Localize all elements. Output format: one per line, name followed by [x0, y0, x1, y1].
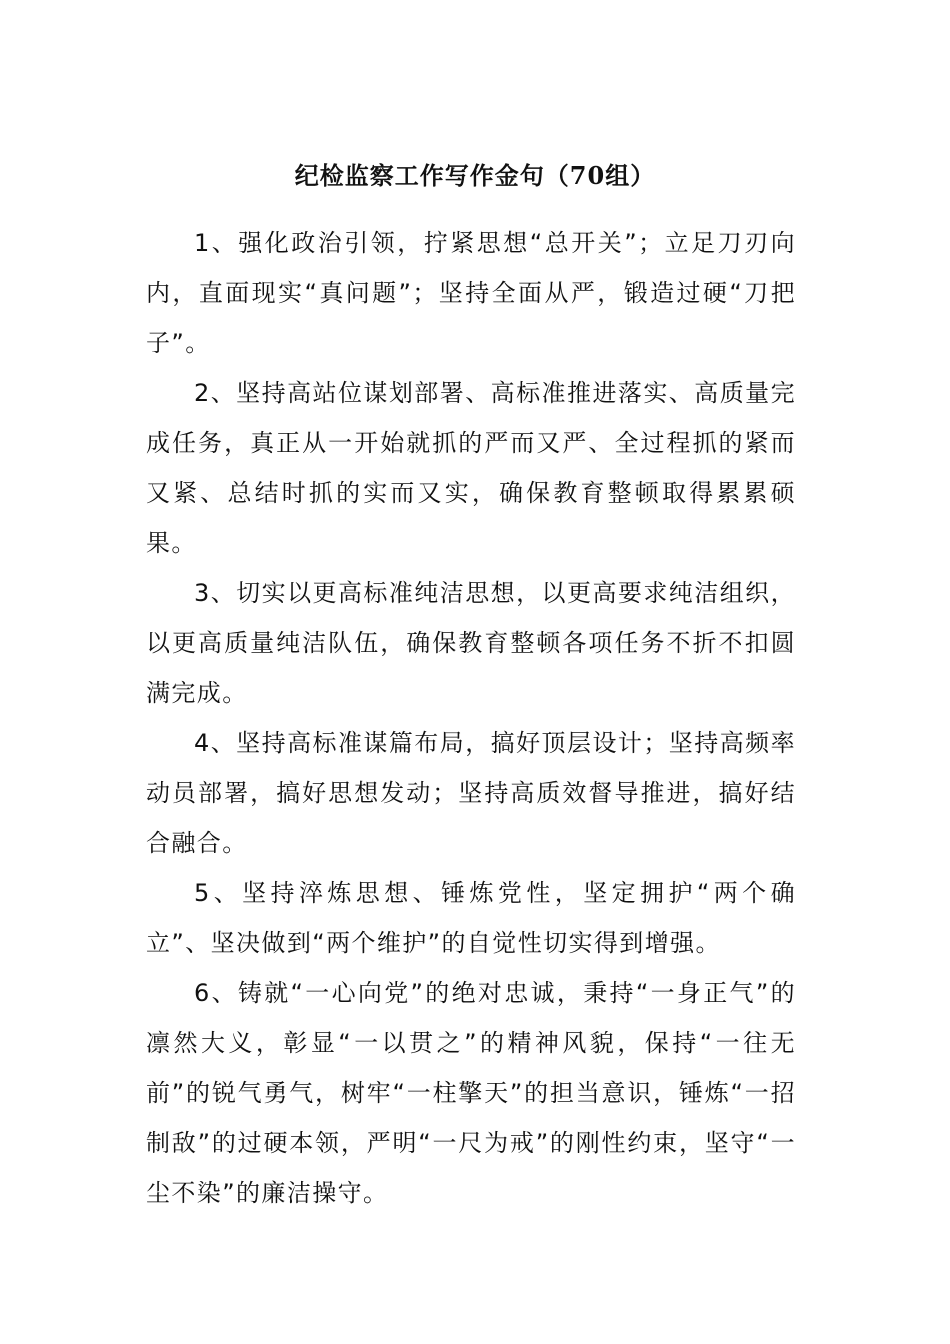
- paragraph-4: 4、坚持高标准谋篇布局，搞好顶层设计；坚持高频率动员部署，搞好思想发动；坚持高质效督导推进，搞好结合融合。: [146, 729, 796, 857]
- document-title: 纪检监察工作写作金句（70组）: [294, 161, 656, 190]
- paragraph-1: 1、强化政治引领，拧紧思想“总开关”；立足刀刃向内，直面现实“真问题”；坚持全面从严，锻造过硬“刀把子”。: [146, 229, 796, 357]
- document-body: [146, 218, 796, 1218]
- paragraph-6: 6、铸就“一心向党”的绝对忠诚，秉持“一身正气”的凛然大义，彰显“一以贯之”的精神风貌，保持“一往无前”的锐气勇气，树牢“一柱擎天”的担当意识，锤炼“一招制敌”的过硬本领，严明“一尺为戒”的刚性约束，坚守“一尘不染”的廉洁操守。: [146, 979, 796, 1207]
- paragraph-5: 5、坚持淬炼思想、锤炼党性，坚定拥护“两个确立”、坚决做到“两个维护”的自觉性切实得到增强。: [146, 879, 796, 957]
- paragraph-3: 3、切实以更高标准纯洁思想，以更高要求纯洁组织，以更高质量纯洁队伍，确保教育整顿各项任务不折不扣圆满完成。: [146, 579, 796, 707]
- paragraph-2: 2、坚持高站位谋划部署、高标准推进落实、高质量完成任务，真正从一开始就抓的严而又严、全过程抓的紧而又紧、总结时抓的实而又实，确保教育整顿取得累累硕果。: [146, 379, 796, 557]
